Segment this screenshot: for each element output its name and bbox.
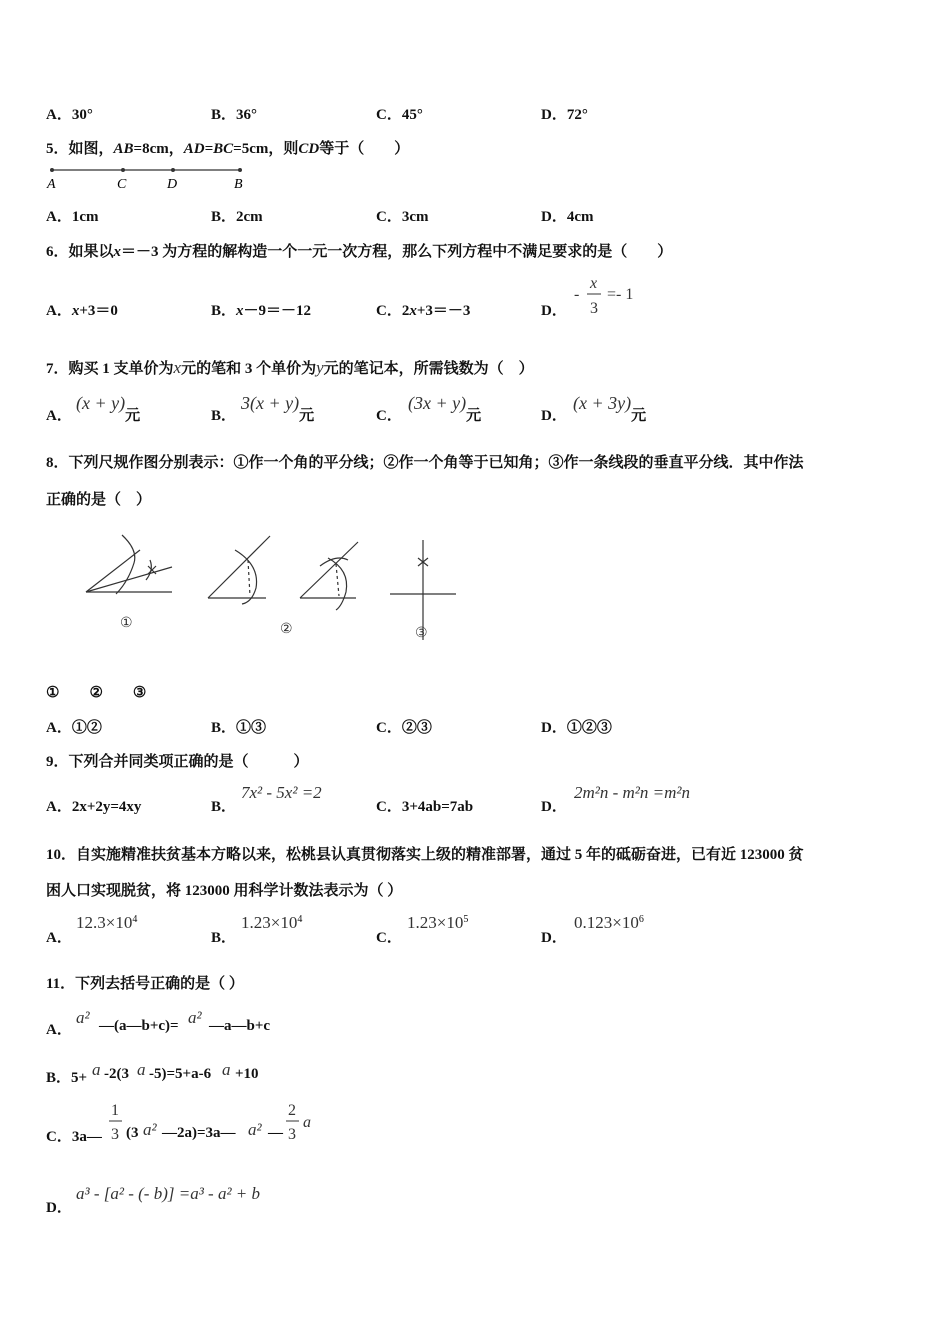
point-d xyxy=(171,168,175,172)
figure-3-perpendicular-bisector xyxy=(390,540,456,640)
q6-option-b: B．x－9＝－12 xyxy=(211,303,312,319)
q6-option-a: A．x+3＝0 xyxy=(46,303,118,319)
q10-option-a-expr: $12.3\times 10^4$ xyxy=(76,913,138,932)
q9-option-d-expr: 2m²n - m²n =m²n xyxy=(574,783,691,802)
q10-stem-line2: 困人口实现脱贫，将 123000 用科学计数法表示为（ ） xyxy=(46,883,403,899)
q4-option-a: A．30° xyxy=(46,107,93,123)
fraction-1-denominator: 3 xyxy=(111,1126,119,1143)
q8-marks-line: ① ② ③ xyxy=(46,685,147,701)
q10-option-b-label: B． xyxy=(211,930,237,946)
q6-option-d-label: D． xyxy=(541,303,567,319)
point-b xyxy=(238,168,242,172)
q11-option-d-expr: a³ - [a² - (- b)] =a³ - a² + b xyxy=(76,1184,261,1203)
q10-stem-line1: 10．自实施精准扶贫基本方略以来，松桃县认真贯彻落实上级的精准部署，通过 5 年的砥砺奋进，已有近 123000 贫 xyxy=(46,847,804,863)
q10-option-d-label: D． xyxy=(541,930,567,946)
q9-stem: 9．下列合并同类项正确的是（ ） xyxy=(46,754,309,770)
fraction-1-numerator: 1 xyxy=(111,1102,119,1119)
fraction-2-variable: a xyxy=(303,1114,311,1131)
q8-option-b: B．①③ xyxy=(211,720,267,736)
q6-option-c: C．2x+3＝－3 xyxy=(376,303,471,319)
figure-2a-given-angle xyxy=(208,536,270,604)
q8-construction-figures xyxy=(80,530,480,645)
figure-1-angle-bisector xyxy=(86,535,172,594)
equation-rhs: =- 1 xyxy=(607,286,634,303)
q11-stem: 11．下列去括号正确的是（ ） xyxy=(46,976,244,992)
q9-option-a: A．2x+2y=4xy xyxy=(46,799,142,815)
q5-option-a: A．1cm xyxy=(46,209,99,225)
q9-option-c: C．3+4ab=7ab xyxy=(376,799,474,815)
q10-option-d-expr: $0.123\times 10^6$ xyxy=(574,913,644,932)
label-a: A xyxy=(47,177,56,192)
q11-option-a-a2-left: a² xyxy=(76,1008,90,1027)
q7-option-a-label: A． xyxy=(46,408,72,424)
q5-option-c: C．3cm xyxy=(376,209,429,225)
q8-stem-line2: 正确的是（ ） xyxy=(46,492,152,508)
q7-option-d-expr: (x + 3y)元 xyxy=(573,393,647,424)
q9-option-b-label: B． xyxy=(211,799,237,815)
q11-option-c-a2-left: a² xyxy=(143,1120,157,1139)
q4-option-c: C．45° xyxy=(376,107,423,123)
q11-option-c-fraction-2 xyxy=(284,1097,318,1147)
point-a xyxy=(50,168,54,172)
q11-option-c-mid: (3 xyxy=(126,1125,139,1141)
q10-option-a-label: A． xyxy=(46,930,72,946)
q8-option-c: C．②③ xyxy=(376,720,432,736)
fraction-2-numerator: 2 xyxy=(288,1102,296,1119)
q11-option-c-a2-right: a² xyxy=(248,1120,262,1139)
q11-option-c-fraction-1 xyxy=(106,1097,126,1147)
q8-option-a: A．①② xyxy=(46,720,102,736)
q11-option-b-mid2: -5)=5+a-6 xyxy=(149,1066,212,1082)
q7-stem: 7．购买 1 支单价为x元的笔和 3 个单价为y元的笔记本，所需钱数为（ ） xyxy=(46,358,534,377)
q5-stem: 5．如图，AB=8cm，AD=BC=5cm，则CD等于（ ） xyxy=(46,141,410,157)
q11-option-b-end: +10 xyxy=(235,1066,259,1082)
fraction-denominator: 3 xyxy=(590,300,598,317)
figure-2-label: ② xyxy=(280,622,293,637)
q10-option-c-expr: $1.23\times 10^5$ xyxy=(407,913,469,932)
q10-option-c-label: C． xyxy=(376,930,402,946)
q11-option-b-a1: a xyxy=(92,1060,101,1079)
q8-stem-line1: 8．下列尺规作图分别表示：①作一个角的平分线；②作一个角等于已知角；③作一条线段的垂直平分线．其中作法 xyxy=(46,455,804,471)
q7-option-b-label: B． xyxy=(211,408,237,424)
figure-3-label: ③ xyxy=(415,626,428,641)
q8-option-d: D．①②③ xyxy=(541,720,612,736)
fraction-numerator: x xyxy=(590,275,598,292)
q7-option-c-expr: (3x + y)元 xyxy=(408,393,482,424)
q5-option-d: D．4cm xyxy=(541,209,594,225)
q6-stem: 6．如果以x＝－3 为方程的解构造一个一元一次方程，那么下列方程中不满足要求的是（ ） xyxy=(46,244,673,260)
q9-option-b-expr: 7x² - 5x² =2 xyxy=(241,783,322,802)
q11-option-b-mid1: -2(3 xyxy=(104,1066,129,1082)
fraction-2-denominator: 3 xyxy=(288,1126,296,1143)
q5-option-b: B．2cm xyxy=(211,209,263,225)
q11-option-b-a3: a xyxy=(222,1060,231,1079)
q11-option-a-end: —a—b+c xyxy=(209,1018,271,1034)
q7-option-c-label: C． xyxy=(376,408,402,424)
q5-segment-figure xyxy=(44,163,254,193)
q11-option-c-mid2: —2a)=3a— xyxy=(162,1125,236,1141)
q6-option-d-formula xyxy=(570,272,650,322)
figure-1-label: ① xyxy=(120,616,133,631)
q11-option-d-label: D． xyxy=(46,1200,72,1216)
minus-sign: - xyxy=(574,286,580,303)
label-c: C xyxy=(117,177,127,192)
q11-option-b-label: B．5+ xyxy=(46,1070,88,1086)
figure-2b-copied-angle xyxy=(300,542,358,610)
label-d: D xyxy=(167,177,178,192)
q7-option-b-expr: 3(x + y)元 xyxy=(241,393,315,424)
q10-option-b-expr: $1.23\times 10^4$ xyxy=(241,913,303,932)
q11-option-b-a2: a xyxy=(137,1060,146,1079)
q11-option-c-label: C．3a— xyxy=(46,1129,102,1145)
point-c xyxy=(121,168,125,172)
q11-option-a-middle: —(a—b+c)= xyxy=(99,1018,179,1034)
q4-option-d: D．72° xyxy=(541,107,588,123)
label-b: B xyxy=(234,177,243,192)
q7-option-d-label: D． xyxy=(541,408,567,424)
q11-option-a-label: A． xyxy=(46,1022,72,1038)
q9-option-d-label: D． xyxy=(541,799,567,815)
q11-option-a-a2-right: a² xyxy=(188,1008,202,1027)
q7-option-a-expr: (x + y)元 xyxy=(76,393,141,424)
q4-option-b: B．36° xyxy=(211,107,258,123)
q11-option-c-mid3: — xyxy=(268,1125,283,1141)
